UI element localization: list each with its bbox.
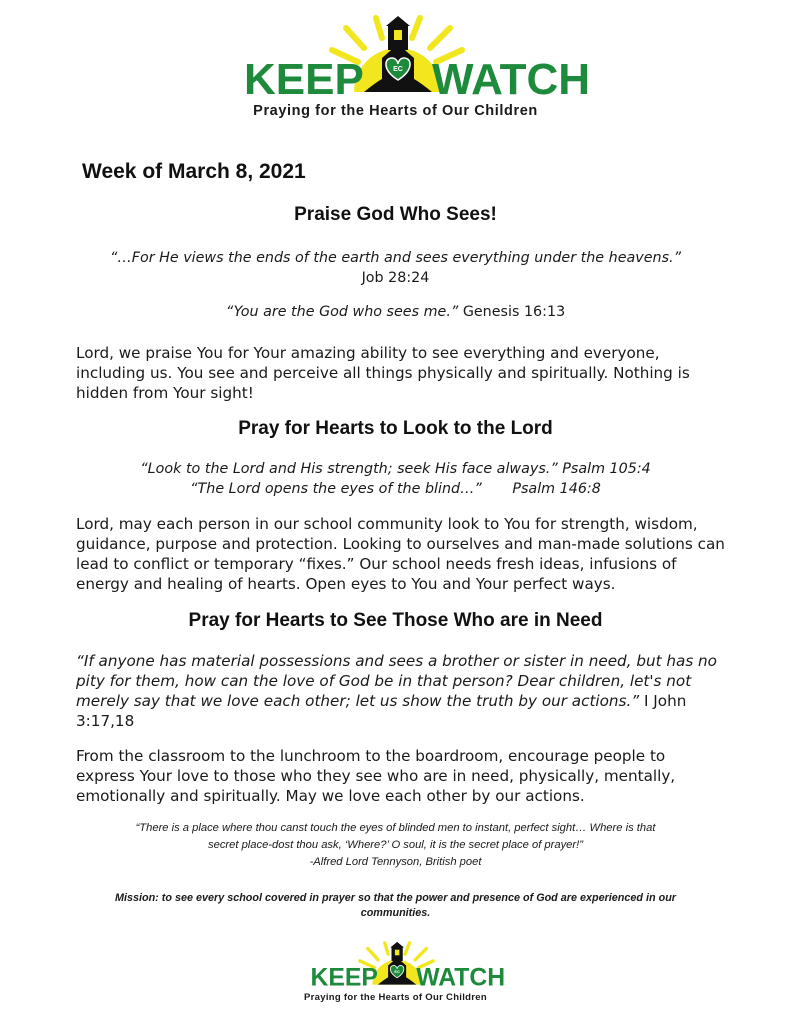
section3-verse-quote: “If anyone has material possessions and sees a brother or sister in need, but has no pity for them, how can the love of God be in that person? Dear children, let's not merely say that we love each other; let us show the truth by our actions.” (76, 652, 717, 710)
closing-quote-line1: “There is a place where thou canst touch the eyes of blinded men to instant, perfect sight… Where is that (135, 822, 656, 834)
logo-bottom-word-watch: WATCH (415, 964, 505, 992)
section1-verse2-quote: “You are the God who sees me.” (225, 304, 459, 320)
logo-bottom-word-keep: KEEP (310, 964, 378, 992)
section3-verse-ref: I John 3:17,18 (76, 692, 687, 730)
section2-verse2-quote: “The Lord opens the eyes of the blind…” (190, 481, 482, 497)
section3-heading: Pray for Hearts to See Those Who are in Need (188, 610, 603, 631)
section1-verse1-ref: Job 28:24 (361, 270, 430, 286)
closing-quote-line2: secret place-dost thou ask, ‘Where?’ O soul, it is the secret place of prayer!” (208, 839, 583, 851)
week-title: Week of March 8, 2021 (82, 160, 306, 183)
section2-verse1: “Look to the Lord and His strength; seek His face always.” Psalm 105:4 (140, 461, 651, 477)
logo-bottom-tagline: Praying for the Hearts of Our Children (304, 992, 487, 1003)
logo-word-watch: WATCH (431, 55, 590, 104)
section3-prayer: From the classroom to the lunchroom to the boardroom, encourage people to express Your love to those who they see who are in need, physically, mentally, emotionally and spiritually. May we love each other by our actions. (76, 747, 676, 805)
section1-prayer: Lord, we praise You for Your amazing ability to see everything and everyone, including us. You see and perceive all things physically and spiritually. Nothing is hidden from Your sight! (76, 344, 690, 402)
logo-emblem-text: EC (392, 66, 403, 73)
schoolhouse-logo-icon (236, 14, 590, 104)
section2-prayer: Lord, may each person in our school community look to You for strength, wisdom, guidance, purpose and protection. Looking to ourselves and man-made solutions can lead to conflict or temporary “fixes.” Our school needs fresh ideas, infusions of energy and healing of hearts. Open eyes to You and Your perfect ways. (76, 515, 725, 593)
closing-quote-attribution: -Alfred Lord Tennyson, British poet (309, 856, 482, 868)
section3-verse (76, 651, 726, 731)
keep-watch-logo-bottom (0, 940, 791, 1010)
section1-verse2-ref: Genesis 16:13 (462, 304, 566, 320)
section1-verse1 (60, 248, 731, 288)
section2-heading: Pray for Hearts to Look to the Lord (238, 418, 553, 439)
keep-watch-logo-top (0, 14, 791, 124)
logo-tagline: Praying for the Hearts of Our Children (253, 103, 538, 119)
mission-statement: Mission: to see every school covered in prayer so that the power and presence of God are experienced in our communities. (114, 892, 676, 919)
section1-verse1-quote: “…For He views the ends of the earth and sees everything under the heavens.” (110, 250, 681, 266)
logo-bottom-emblem-text: EC (393, 968, 400, 974)
section1-verse2 (60, 302, 731, 322)
section2-verses (60, 459, 731, 499)
logo-word-keep: KEEP (243, 55, 364, 104)
closing-quote (60, 820, 731, 871)
section1-heading: Praise God Who Sees! (294, 204, 497, 225)
section2-verse2-ref: Psalm 146:8 (512, 481, 601, 497)
schoolhouse-logo-small-icon (306, 940, 505, 992)
